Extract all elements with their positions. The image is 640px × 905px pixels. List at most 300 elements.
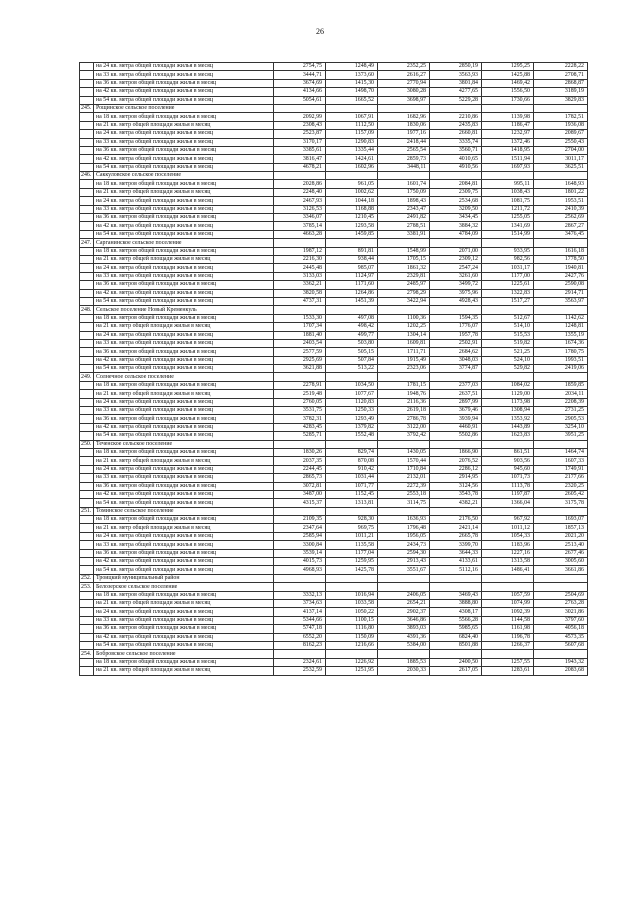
row-index [80,163,94,171]
value-cell: 4134,66 [274,88,326,96]
value-cell: 1424,61 [326,155,378,163]
value-cell: 4573,35 [534,633,588,641]
empty-cell [274,507,326,515]
value-cell: 1915,49 [378,356,430,364]
value-cell: 3399,70 [430,541,482,549]
value-cell: 1092,39 [482,608,534,616]
value-cell: 3444,71 [274,71,326,79]
row-label: на 42 кв. метра общей площади жилья в месяц [94,88,274,96]
value-cell: 2228,22 [534,63,588,71]
empty-cell [482,104,534,112]
empty-cell [378,440,430,448]
value-cell: 1057,59 [482,591,534,599]
value-cell: 2272,39 [378,482,430,490]
row-index [80,188,94,196]
table-row [80,88,588,96]
row-label: на 21 кв. метр общей площади жилья в месяц [94,457,274,465]
value-cell: 1710,84 [378,465,430,473]
value-cell: 1898,43 [378,197,430,205]
value-cell: 2037,35 [274,457,326,465]
empty-cell [326,373,378,381]
section-row [80,583,588,591]
table-row [80,457,588,465]
value-cell: 3126,53 [274,205,326,213]
value-cell: 1781,15 [378,381,430,389]
row-index: 253. [80,583,94,591]
empty-cell [430,650,482,658]
value-cell: 1150,09 [326,633,378,641]
section-row [80,650,588,658]
value-cell: 3543,78 [430,490,482,498]
row-label: на 21 кв. метр общей площади жилья в месяц [94,667,274,675]
value-cell: 1987,12 [274,247,326,255]
table-row [80,532,588,540]
row-index [80,591,94,599]
value-cell: 1250,33 [326,407,378,415]
row-label: на 24 кв. метра общей площади жилья в месяц [94,331,274,339]
row-index [80,222,94,230]
value-cell: 2089,67 [534,130,588,138]
value-cell: 1711,71 [378,348,430,356]
value-cell: 4382,21 [430,499,482,507]
value-cell: 3698,97 [378,96,430,104]
value-cell: 3381,91 [378,230,430,238]
value-cell: 1227,16 [482,549,534,557]
value-cell: 1308,94 [482,407,534,415]
value-cell: 1379,82 [326,423,378,431]
row-label: на 33 кв. метра общей площади жилья в месяц [94,205,274,213]
value-cell: 2309,12 [430,255,482,263]
table-row [80,558,588,566]
row-label: на 54 кв. метра общей площади жилья в месяц [94,297,274,305]
row-index: 246. [80,172,94,180]
table-row [80,281,588,289]
row-index [80,448,94,456]
value-cell: 3346,07 [274,214,326,222]
row-label: на 18 кв. метров общей площади жилья в месяц [94,448,274,456]
row-label: на 42 кв. метра общей площади жилья в месяц [94,289,274,297]
value-cell: 2323,06 [378,365,430,373]
value-cell: 2550,43 [534,138,588,146]
row-label: на 54 кв. метра общей площади жилья в месяц [94,566,274,574]
value-cell: 1602,96 [326,163,378,171]
value-cell: 2491,82 [378,214,430,222]
value-cell: 2410,39 [534,205,588,213]
empty-cell [534,507,588,515]
empty-cell [430,440,482,448]
value-cell: 1171,60 [326,281,378,289]
value-cell: 3434,45 [430,214,482,222]
value-cell: 5384,00 [378,641,430,649]
value-cell: 2352,25 [378,63,430,71]
value-cell: 4784,09 [430,230,482,238]
table-row [80,63,588,71]
value-cell: 3625,51 [534,163,588,171]
value-cell: 2071,00 [430,247,482,255]
value-cell: 4015,73 [274,558,326,566]
value-cell: 2467,93 [274,197,326,205]
row-index [80,616,94,624]
value-cell: 3975,96 [430,289,482,297]
value-cell: 1293,58 [326,222,378,230]
row-index [80,432,94,440]
value-cell: 1144,58 [482,616,534,624]
row-label: на 36 кв. метров общей площади жилья в месяц [94,79,274,87]
value-cell: 4137,14 [274,608,326,616]
value-cell: 3563,97 [534,297,588,305]
row-label: на 18 кв. метров общей площади жилья в месяц [94,591,274,599]
value-cell: 3362,21 [274,281,326,289]
value-cell: 1674,36 [534,339,588,347]
value-cell: 870,08 [326,457,378,465]
value-cell: 1259,95 [326,558,378,566]
value-cell: 1084,02 [482,381,534,389]
value-cell: 1031,44 [326,474,378,482]
value-cell: 1486,41 [482,566,534,574]
value-cell: 2208,39 [534,398,588,406]
value-cell: 1210,45 [326,214,378,222]
value-cell: 1313,81 [326,499,378,507]
empty-cell [378,172,430,180]
value-cell: 3797,60 [534,616,588,624]
value-cell: 5054,61 [274,96,326,104]
value-cell: 1016,94 [326,591,378,599]
table-row [80,121,588,129]
row-label: на 36 кв. метров общей площади жилья в месяц [94,214,274,222]
row-label: на 54 кв. метра общей площади жилья в месяц [94,365,274,373]
value-cell: 2286,12 [430,465,482,473]
empty-cell [378,104,430,112]
value-cell: 3448,11 [378,163,430,171]
empty-cell [482,583,534,591]
row-index [80,633,94,641]
table-row [80,197,588,205]
value-cell: 982,56 [482,255,534,263]
row-label: на 54 кв. метра общей площади жилья в месяц [94,641,274,649]
row-index [80,600,94,608]
value-cell: 4391,36 [378,633,430,641]
value-cell: 2030,33 [378,667,430,675]
row-index [80,155,94,163]
empty-cell [482,650,534,658]
value-cell: 1730,66 [482,96,534,104]
row-label: на 24 кв. метра общей площади жилья в месяц [94,608,274,616]
table-row [80,214,588,222]
table-row [80,541,588,549]
row-index [80,331,94,339]
value-cell: 1859,85 [534,381,588,389]
row-index [80,381,94,389]
empty-cell [430,574,482,582]
empty-cell [430,507,482,515]
table-row [80,314,588,322]
value-cell: 2504,69 [534,591,588,599]
value-cell: 1112,50 [326,121,378,129]
value-cell: 505,15 [326,348,378,356]
row-index [80,667,94,675]
value-cell: 2902,37 [378,608,430,616]
empty-cell [430,239,482,247]
value-cell: 524,10 [482,356,534,364]
row-label: на 33 кв. метра общей площади жилья в месяц [94,71,274,79]
empty-cell [430,104,482,112]
value-cell: 2754,75 [274,63,326,71]
row-index [80,423,94,431]
row-index: 254. [80,650,94,658]
value-cell: 1552,48 [326,432,378,440]
value-cell: 1705,15 [378,255,430,263]
row-index [80,71,94,79]
empty-cell [534,574,588,582]
empty-cell [378,574,430,582]
value-cell: 3335,74 [430,138,482,146]
table-row [80,490,588,498]
row-label: на 24 кв. метра общей площади жилья в месяц [94,532,274,540]
value-cell: 1050,22 [326,608,378,616]
value-cell: 8162,23 [274,641,326,649]
table-row [80,415,588,423]
empty-cell [326,507,378,515]
value-cell: 1415,30 [326,79,378,87]
value-cell: 967,92 [482,516,534,524]
value-cell: 3531,75 [274,407,326,415]
table-row [80,390,588,398]
value-cell: 1295,25 [482,63,534,71]
value-cell: 1257,55 [482,658,534,666]
value-cell: 1594,35 [430,314,482,322]
value-cell: 5229,28 [430,96,482,104]
value-cell: 1750,09 [378,188,430,196]
row-index [80,516,94,524]
row-index: 245. [80,104,94,112]
row-label: на 54 кв. метра общей площади жилья в месяц [94,163,274,171]
empty-cell [274,239,326,247]
row-label: на 18 кв. метров общей площади жилья в месяц [94,516,274,524]
table-row [80,516,588,524]
value-cell: 498,42 [326,323,378,331]
value-cell: 1142,62 [534,314,588,322]
table-row [80,524,588,532]
value-cell: 1936,08 [534,121,588,129]
table-body [80,63,588,676]
value-cell: 2770,94 [378,79,430,87]
value-cell: 1011,12 [482,524,534,532]
empty-cell [326,574,378,582]
value-cell: 1152,45 [326,490,378,498]
row-index [80,289,94,297]
value-cell: 2905,53 [534,415,588,423]
row-index [80,205,94,213]
row-label: на 21 кв. метр общей площади жилья в месяц [94,255,274,263]
row-index [80,532,94,540]
row-index [80,407,94,415]
table-row [80,222,588,230]
row-index [80,323,94,331]
row-index: 247. [80,239,94,247]
value-cell: 1607,33 [534,457,588,465]
value-cell: 1038,43 [482,188,534,196]
value-cell: 3124,56 [430,482,482,490]
value-cell: 3114,75 [378,499,430,507]
value-cell: 2619,18 [378,407,430,415]
value-cell: 3679,46 [430,407,482,415]
value-cell: 1226,92 [326,658,378,666]
row-index [80,130,94,138]
empty-cell [326,650,378,658]
value-cell: 3072,81 [274,482,326,490]
row-label: на 21 кв. метр общей площади жилья в месяц [94,524,274,532]
section-row [80,172,588,180]
value-cell: 2445,48 [274,264,326,272]
empty-cell [378,650,430,658]
value-cell: 1459,85 [326,230,378,238]
value-cell: 1830,26 [274,448,326,456]
value-cell: 985,07 [326,264,378,272]
value-cell: 2704,00 [534,146,588,154]
empty-cell [534,306,588,314]
table-row [80,658,588,666]
value-cell: 1225,61 [482,281,534,289]
empty-cell [326,172,378,180]
value-cell: 1443,89 [482,423,534,431]
value-cell: 1168,88 [326,205,378,213]
row-index [80,348,94,356]
row-index [80,63,94,71]
row-label: на 42 кв. метра общей площади жилья в месяц [94,633,274,641]
value-cell: 2329,81 [378,272,430,280]
empty-cell [430,306,482,314]
value-cell: 1054,33 [482,532,534,540]
value-cell: 1940,81 [534,264,588,272]
value-cell: 2867,27 [534,222,588,230]
value-cell: 1183,96 [482,541,534,549]
row-index [80,180,94,188]
empty-cell [326,440,378,448]
value-cell: 1067,91 [326,113,378,121]
value-cell: 3782,31 [274,415,326,423]
value-cell: 2660,81 [430,130,482,138]
value-cell: 3820,58 [274,289,326,297]
row-index [80,96,94,104]
value-cell: 3774,87 [430,365,482,373]
table-row [80,205,588,213]
section-title: Томинское сельское поселение [94,507,274,515]
value-cell: 1100,15 [326,616,378,624]
value-cell: 4678,21 [274,163,326,171]
value-cell: 1264,86 [326,289,378,297]
value-cell: 4277,65 [430,88,482,96]
value-cell: 1570,44 [378,457,430,465]
value-cell: 945,60 [482,465,534,473]
table-row [80,566,588,574]
table-row [80,423,588,431]
section-row [80,239,588,247]
row-label: на 24 кв. метра общей площади жилья в месяц [94,197,274,205]
value-cell: 6552,20 [274,633,326,641]
row-index [80,113,94,121]
value-cell: 4010,65 [430,155,482,163]
empty-cell [274,306,326,314]
section-title: Солнечное сельское поселение [94,373,274,381]
row-label: на 36 кв. метров общей площади жилья в месяц [94,549,274,557]
value-cell: 5747,18 [274,625,326,633]
value-cell: 4928,43 [430,297,482,305]
value-cell: 5285,71 [274,432,326,440]
row-label: на 36 кв. метров общей площади жилья в месяц [94,348,274,356]
value-cell: 499,77 [326,331,378,339]
value-cell: 3300,84 [274,541,326,549]
value-cell: 1778,50 [534,255,588,263]
empty-cell [482,373,534,381]
value-cell: 1373,60 [326,71,378,79]
value-cell: 961,05 [326,180,378,188]
empty-cell [430,172,482,180]
row-label: на 54 кв. метра общей площади жилья в месяц [94,230,274,238]
table-row [80,667,588,675]
row-label: на 33 кв. метра общей площади жилья в месяц [94,474,274,482]
value-cell: 3133,03 [274,272,326,280]
value-cell: 2859,73 [378,155,430,163]
row-index [80,79,94,87]
value-cell: 521,25 [482,348,534,356]
empty-cell [482,239,534,247]
value-cell: 3674,69 [274,79,326,87]
value-cell: 1124,97 [326,272,378,280]
value-cell: 2553,18 [378,490,430,498]
value-cell: 3487,00 [274,490,326,498]
value-cell: 1682,96 [378,113,430,121]
value-cell: 1697,93 [482,163,534,171]
value-cell: 3621,88 [274,365,326,373]
value-cell: 3170,17 [274,138,326,146]
row-label: на 54 кв. метра общей площади жилья в месяц [94,499,274,507]
value-cell: 514,10 [482,323,534,331]
value-cell: 2309,75 [430,188,482,196]
value-cell: 1031,17 [482,264,534,272]
row-index [80,658,94,666]
value-cell: 3048,03 [430,356,482,364]
empty-cell [482,440,534,448]
value-cell: 1796,48 [378,524,430,532]
row-label: на 42 кв. метра общей площади жилья в месяц [94,558,274,566]
table-row [80,465,588,473]
value-cell: 3080,28 [378,88,430,96]
value-cell: 1861,32 [378,264,430,272]
value-cell: 3005,60 [534,558,588,566]
row-index [80,339,94,347]
value-cell: 3734,63 [274,600,326,608]
value-cell: 1313,58 [482,558,534,566]
value-cell: 4910,56 [430,163,482,171]
value-cell: 2116,36 [378,398,430,406]
section-title: Троицкий муниципальный район [94,574,274,582]
value-cell: 2532,59 [274,667,326,675]
value-cell: 2654,21 [378,600,430,608]
value-cell: 2421,14 [430,524,482,532]
table-row [80,71,588,79]
value-cell: 1957,78 [430,331,482,339]
value-cell: 2502,91 [430,339,482,347]
empty-cell [326,583,378,591]
value-cell: 3829,83 [534,96,588,104]
table-row [80,289,588,297]
value-cell: 2092,99 [274,113,326,121]
value-cell: 2343,47 [378,205,430,213]
empty-cell [274,373,326,381]
value-cell: 2406,05 [378,591,430,599]
row-index [80,247,94,255]
value-cell: 1353,92 [482,415,534,423]
